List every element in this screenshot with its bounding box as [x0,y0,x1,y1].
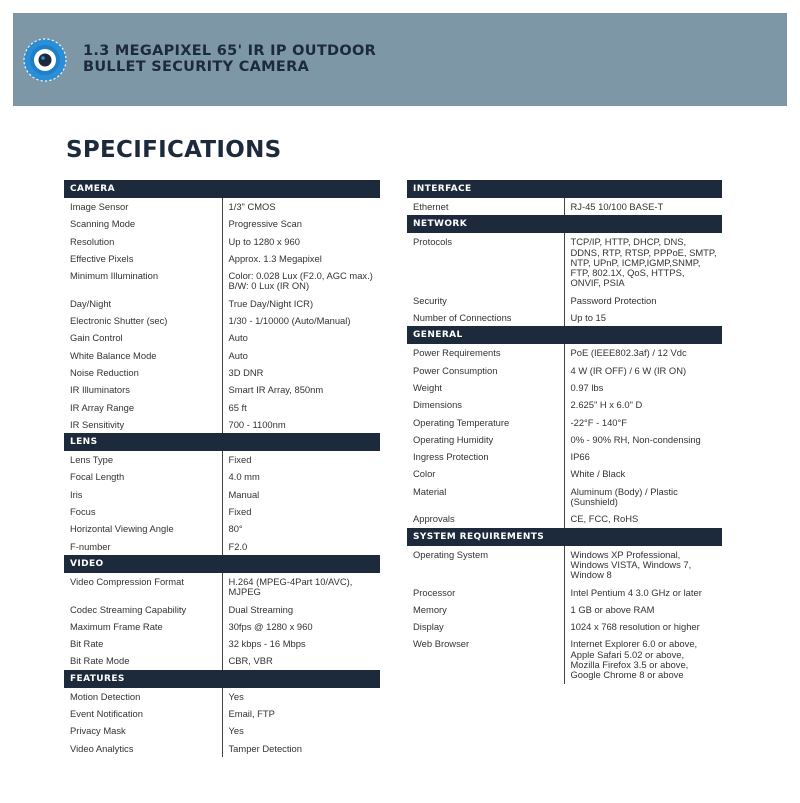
spec-label: Dimensions [413,399,462,411]
spec-value: Internet Explorer 6.0 or above, Apple Safari 5.02 or above, Mozilla Firefox 3.5 or above, Google Chrome 8 or above [564,635,722,683]
spec-label: Operating Humidity [413,433,494,445]
spec-row [407,635,722,683]
spec-value: 32 kbps - 16 Mbps [222,635,380,652]
spec-label: Display [413,621,444,633]
spec-label: IR Sensitivity [70,418,125,430]
spec-section-system-requirements [407,528,722,684]
section-header-features: FEATURES [64,670,380,688]
spec-value: TCP/IP, HTTP, DHCP, DNS, DDNS, RTP, RTSP, PPPoE, SMTP, NTP, UPnP, ICMP,IGMP,SNMP, FTP, 802.1X, QoS, HTTPS, ONVIF, PSIA [564,233,722,291]
spec-table [64,198,380,433]
spec-value: 1/30 - 1/10000 (Auto/Manual) [222,312,380,329]
spec-label: Ingress Protection [413,451,489,463]
spec-value: RJ-45 10/100 BASE-T [564,198,722,215]
spec-row [64,295,380,312]
spec-label: Horizontal Viewing Angle [70,523,174,535]
spec-value: CE, FCC, RoHS [564,510,722,527]
spec-label: Minimum Illumination [70,270,159,282]
spec-value: Manual [222,486,380,503]
spec-label: Protocols [413,236,453,248]
spec-row [407,379,722,396]
product-title-line-1: 1.3 MEGAPIXEL 65' IR IP OUTDOOR [83,43,377,59]
spec-label: Weight [413,381,443,393]
spec-label: Resolution [70,235,115,247]
section-header-interface: INTERFACE [407,180,722,198]
spec-label: Event Notification [70,708,143,720]
spec-label: Video Analytics [70,742,134,754]
spec-value: 1/3" CMOS [222,198,380,215]
spec-value: Aluminum (Body) / Plastic (Sunshield) [564,483,722,511]
spec-row [64,503,380,520]
spec-value: 4 W (IR OFF) / 6 W (IR ON) [564,362,722,379]
spec-value: Email, FTP [222,705,380,722]
spec-value: IP66 [564,448,722,465]
spec-label: Video Compression Format [70,575,184,587]
spec-label: White Balance Mode [70,349,157,361]
spec-row [64,347,380,364]
header-banner [13,13,787,106]
spec-row [64,486,380,503]
spec-label: Noise Reduction [70,366,139,378]
spec-row [407,510,722,527]
spec-table [407,198,722,215]
spec-label: Processor [413,586,456,598]
spec-table [407,546,722,684]
spec-table [64,573,380,670]
spec-row [64,329,380,346]
spec-label: Image Sensor [70,201,129,212]
spec-label: Focus [70,506,96,518]
section-header-lens: LENS [64,433,380,451]
spec-section-general [407,326,722,527]
spec-label: Scanning Mode [70,218,136,230]
spec-label: Effective Pixels [70,252,134,264]
spec-label: Bit Rate Mode [70,655,130,667]
spec-label: Operating System [413,548,489,560]
spec-value: Dual Streaming [222,601,380,618]
spec-value: Color: 0.028 Lux (F2.0, AGC max.) B/W: 0 Lux (IR ON) [222,267,380,295]
spec-value: 700 - 1100nm [222,416,380,433]
spec-label: Codec Streaming Capability [70,603,187,615]
spec-label: Security [413,294,447,306]
spec-row [407,344,722,361]
spec-row [64,652,380,669]
spec-row [64,364,380,381]
spec-row [407,546,722,584]
spec-row [407,362,722,379]
spec-value: -22°F - 140°F [564,414,722,431]
spec-label: Operating Temperature [413,416,510,428]
spec-value: H.264 (MPEG-4Part 10/AVC), MJPEG [222,573,380,601]
spec-row [64,705,380,722]
spec-row [64,635,380,652]
spec-row [407,448,722,465]
spec-label: Material [413,485,447,497]
spec-row [64,312,380,329]
spec-row [64,198,380,215]
spec-value: 0.97 lbs [564,379,722,396]
spec-value: White / Black [564,465,722,482]
spec-row [64,688,380,705]
spec-label: Maximum Frame Rate [70,620,163,632]
spec-row [64,573,380,601]
spec-label: Iris [70,488,83,500]
section-header-camera: CAMERA [64,180,380,198]
spec-value: 4.0 mm [222,468,380,485]
spec-section-features [64,670,380,757]
section-header-general: GENERAL [407,326,722,344]
spec-row [64,538,380,555]
spec-label: Approvals [413,513,455,525]
spec-row [407,431,722,448]
spec-label: IR Array Range [70,401,135,413]
spec-label: Memory [413,603,447,615]
spec-row [64,601,380,618]
spec-value: 80° [222,520,380,537]
spec-value: Fixed [222,503,380,520]
spec-value: Smart IR Array, 850nm [222,381,380,398]
spec-value: Windows XP Professional, Windows VISTA, Windows 7, Window 8 [564,546,722,584]
spec-label: Power Requirements [413,347,501,359]
spec-row [64,267,380,295]
spec-label: Focal Length [70,471,125,483]
spec-value: Fixed [222,451,380,468]
spec-label: Web Browser [413,638,470,650]
spec-value: Progressive Scan [222,215,380,232]
spec-row [64,468,380,485]
spec-value: 2.625" H x 6.0" D [564,396,722,413]
spec-section-lens [64,433,380,555]
spec-row [407,233,722,291]
spec-row [407,465,722,482]
spec-row [407,292,722,309]
spec-row [64,722,380,739]
spec-label: Electronic Shutter (sec) [70,315,168,327]
spec-table [64,451,380,555]
spec-value: Approx. 1.3 Megapixel [222,250,380,267]
spec-value: 1 GB or above RAM [564,601,722,618]
spec-label: Number of Connections [413,312,512,324]
spec-row [407,483,722,511]
right-spec-column [407,180,722,684]
spec-row [64,416,380,433]
spec-value: Auto [222,329,380,346]
spec-label: Lens Type [70,454,114,466]
spec-section-camera [64,180,380,433]
spec-section-interface [407,180,722,215]
spec-value: PoE (IEEE802.3af) / 12 Vdc [564,344,722,361]
spec-row [64,215,380,232]
spec-value: 30fps @ 1280 x 960 [222,618,380,635]
spec-value: 65 ft [222,399,380,416]
spec-label: Power Consumption [413,364,498,376]
spec-row [64,520,380,537]
spec-section-video [64,555,380,670]
spec-value: Yes [222,688,380,705]
spec-value: Auto [222,347,380,364]
spec-label: IR Illuminators [70,384,130,396]
page-title: SPECIFICATIONS [66,137,282,163]
spec-row [407,198,722,215]
spec-value: F2.0 [222,538,380,555]
section-header-network: NETWORK [407,215,722,233]
spec-row [64,451,380,468]
spec-row [64,250,380,267]
spec-label: Privacy Mask [70,725,126,737]
spec-row [407,584,722,601]
spec-label: F-number [70,540,111,552]
camera-lens-logo-icon [23,38,67,82]
spec-section-network [407,215,722,326]
spec-row [407,618,722,635]
spec-value: Tamper Detection [222,740,380,757]
left-spec-column [64,180,380,757]
spec-row [407,414,722,431]
section-header-system-requirements: SYSTEM REQUIREMENTS [407,528,722,546]
spec-label: Day/Night [70,297,112,309]
spec-value: Up to 15 [564,309,722,326]
spec-value: Up to 1280 x 960 [222,233,380,250]
spec-value: CBR, VBR [222,652,380,669]
spec-row [64,399,380,416]
spec-label: Ethernet [413,201,449,212]
product-title-line-2: BULLET SECURITY CAMERA [83,59,310,75]
spec-value: Yes [222,722,380,739]
spec-label: Gain Control [70,332,123,344]
spec-label: Bit Rate [70,638,104,650]
spec-value: 3D DNR [222,364,380,381]
spec-value: Intel Pentium 4 3.0 GHz or later [564,584,722,601]
spec-value: Password Protection [564,292,722,309]
spec-label: Motion Detection [70,690,141,702]
spec-row [407,601,722,618]
spec-value: 1024 x 768 resolution or higher [564,618,722,635]
product-title [83,43,376,75]
spec-row [64,233,380,250]
spec-table [407,233,722,326]
spec-table [64,688,380,757]
spec-value: True Day/Night ICR) [222,295,380,312]
spec-value: 0% - 90% RH, Non-condensing [564,431,722,448]
section-header-video: VIDEO [64,555,380,573]
spec-row [407,309,722,326]
spec-row [64,740,380,757]
spec-row [407,396,722,413]
spec-row [64,381,380,398]
spec-table [407,344,722,527]
spec-label: Color [413,468,436,480]
spec-row [64,618,380,635]
